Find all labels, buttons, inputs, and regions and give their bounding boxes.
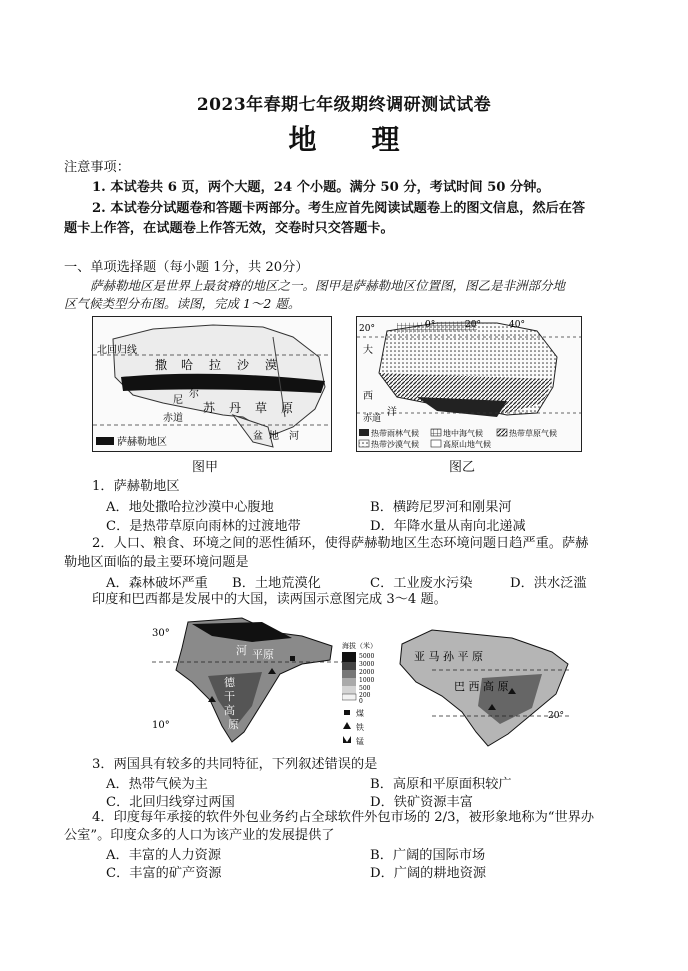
iron-icon: [343, 722, 351, 729]
elev-5000: 5000: [359, 653, 375, 660]
notice-item-1: 1. 本试卷共 6 页，两个大题，24 个小题。满分 50 分，考试时间 50 分钟。: [92, 180, 550, 195]
legend-desert: 热带沙漠气候: [371, 440, 419, 449]
desert-char-3: 拉: [209, 358, 222, 372]
q2-stem-line-2: 勒地区面临的最主要环境问题是: [64, 555, 249, 570]
q2-option-d: D．洪水泛滥: [510, 576, 587, 591]
elev-1000: 1000: [359, 677, 375, 684]
grass-char-2: 丹: [229, 401, 242, 415]
section-intro-line-1: 萨赫勒地区是世界上最贫瘠的地区之一。图甲是萨赫勒地区位置图，图乙是非洲部分地: [90, 278, 566, 293]
notice-heading: 注意事项：: [64, 160, 130, 175]
q1-option-c: C．是热带草原向雨林的过渡地带: [106, 519, 301, 534]
q4-option-b: B．广阔的国际市场: [370, 848, 486, 863]
lon40-label: 40°: [509, 320, 525, 330]
deccan-char-4: 原: [228, 718, 239, 731]
map-sahel-svg: [93, 317, 331, 451]
elevation-legend: [342, 640, 390, 750]
q3-option-c: C．北回归线穿过两国: [106, 795, 235, 810]
legend-swatch-savanna: [497, 429, 507, 436]
elev-swatch-5: [342, 686, 356, 694]
ocean-char-3: 洋: [387, 407, 397, 418]
map-jia-caption: 图甲: [192, 460, 219, 475]
q4-option-a: A．丰富的人力资源: [106, 848, 222, 863]
ocean-char-2: 西: [363, 391, 373, 402]
elev-swatch-4: [342, 678, 356, 686]
legend-swatch-rainforest: [359, 429, 369, 436]
map-sahel-location: [92, 316, 332, 452]
lon0-label: 0°: [425, 320, 436, 330]
elev-0: 0: [359, 698, 363, 705]
map-brazil: [392, 624, 572, 750]
legend-manganese: 锰: [356, 737, 364, 746]
desert-char-4: 沙: [237, 358, 250, 372]
subject-title: 地理: [288, 123, 455, 156]
exam-title: 2023年春期七年级期终调研测试试卷: [196, 95, 492, 115]
q2-stem-line-1: 2．人口、粮食、环境之间的恶性循环，使得萨赫勒地区生态环境问题日趋严重。萨赫: [92, 536, 589, 551]
q1-option-a: A．地处撒哈拉沙漠中心腹地: [106, 500, 274, 515]
manganese-icon: [343, 736, 351, 743]
q3-option-b: B．高原和平原面积较广: [370, 777, 512, 792]
map-yi-caption: 图乙: [449, 460, 476, 475]
ocean-char-1: 大: [363, 345, 373, 356]
map-africa-climate: [356, 316, 582, 452]
basin-char-2: 地: [269, 431, 279, 442]
brazil-plateau-label: 巴 西 高 原: [454, 680, 509, 693]
tropic-label: 北回归线: [97, 345, 137, 356]
q2-option-b: B．土地荒漠化: [232, 576, 321, 591]
india-plain: 平原: [252, 648, 274, 661]
elev-swatch-3: [342, 670, 356, 678]
basin-char-1: 盆: [253, 431, 263, 442]
legend-swatch-mediterranean: [431, 429, 441, 436]
map-india: [152, 616, 342, 750]
legend-swatch-highland: [431, 440, 441, 447]
q4-stem-line-2: 公室”。印度众多的人口为该产业的发展提供了: [64, 828, 335, 843]
coal-icon: [344, 710, 350, 715]
elevation-title: 海拔（米）: [342, 642, 377, 650]
elev-200: 200: [359, 692, 371, 699]
elev-2000: 2000: [359, 669, 375, 676]
deccan-char-3: 高: [224, 704, 235, 717]
q3-option-a: A．热带气候为主: [106, 777, 208, 792]
india-lat30: 30°: [152, 628, 170, 639]
notice-item-2-line-1: 2. 本试卷分试题卷和答题卡两部分。考生应首先阅读试题卷上的图文信息，然后在答: [92, 201, 586, 216]
q4-option-d: D．广阔的耕地资源: [370, 866, 487, 881]
legend-savanna: 热带草原气候: [509, 429, 557, 438]
river-char-1: 尼: [173, 395, 183, 406]
grass-char-4: 原: [281, 401, 294, 415]
legend-mediterranean: 地中海气候: [443, 429, 483, 438]
q2-option-a: A．森林破坏严重: [106, 576, 208, 591]
q1-option-d: D．年降水量从南向北递减: [370, 519, 526, 534]
section-heading: 一、单项选择题（每小题 1分，共 20分）: [64, 260, 309, 275]
q1-stem: 1．萨赫勒地区: [92, 479, 180, 494]
q4-option-c: C．丰富的矿产资源: [106, 866, 222, 881]
lon20-label: 20°: [465, 320, 481, 330]
elev-3000: 3000: [359, 661, 375, 668]
legend-coal: 煤: [356, 709, 364, 718]
legend-sahel-swatch: [96, 437, 114, 445]
legend-rainforest: 热带雨林气候: [371, 429, 419, 438]
elev-swatch-1: [342, 652, 356, 662]
elev-swatch-2: [342, 662, 356, 670]
q2-option-c: C．工业废水污染: [370, 576, 473, 591]
elev-500: 500: [359, 685, 371, 692]
amazon-plain-label: 亚 马 孙 平 原: [414, 650, 483, 663]
india-lat10: 10°: [152, 720, 170, 731]
legend-sahel-label: 萨赫勒地区: [117, 437, 167, 448]
elev-swatch-6: [342, 694, 356, 700]
brazil-lat20: 20°: [548, 711, 564, 721]
river-char-3: 河: [289, 431, 299, 442]
deccan-char-2: 干: [224, 690, 235, 703]
map-brazil-svg: [392, 624, 572, 750]
q4-stem-line-1: 4．印度每年承接的软件外包业务约占全球软件外包市场的 2/3，被形象地称为“世界办: [92, 810, 595, 825]
legend-highland: 高原山地气候: [443, 440, 491, 449]
section-intro-line-2: 区气候类型分布图。读图，完成 1～2 题。: [64, 296, 301, 311]
legend-iron: 铁: [356, 723, 364, 732]
river-char-2: 尔: [189, 389, 199, 400]
map-india-svg: [152, 616, 342, 750]
lat20-label: 20°: [359, 324, 375, 334]
q3-option-d: D．铁矿资源丰富: [370, 795, 473, 810]
legend-swatch-desert: [359, 440, 369, 447]
equator-label: 赤道: [163, 413, 183, 424]
desert-char-5: 漠: [265, 358, 278, 372]
notice-item-2-line-2: 题卡上作答，在试题卷上作答无效，交卷时只交答题卡。: [64, 221, 394, 236]
grass-char-3: 草: [255, 401, 268, 415]
map-climate-svg: [357, 317, 581, 451]
desert-char-2: 哈: [181, 358, 194, 372]
q3-stem: 3．两国具有较多的共同特征，下列叙述错误的是: [92, 757, 378, 772]
desert-char-1: 撒: [155, 358, 168, 372]
deccan-char-1: 德: [224, 676, 235, 689]
equator-label-2: 赤道: [363, 414, 382, 424]
india-river: 河: [236, 644, 247, 657]
q1-option-b: B．横跨尼罗河和刚果河: [370, 500, 512, 515]
q34-intro: 印度和巴西都是发展中的大国，读两国示意图完成 3～4 题。: [92, 592, 447, 607]
coal-icon: [290, 656, 295, 661]
grass-char-1: 苏: [203, 401, 216, 415]
elevation-legend-svg: [342, 640, 390, 750]
